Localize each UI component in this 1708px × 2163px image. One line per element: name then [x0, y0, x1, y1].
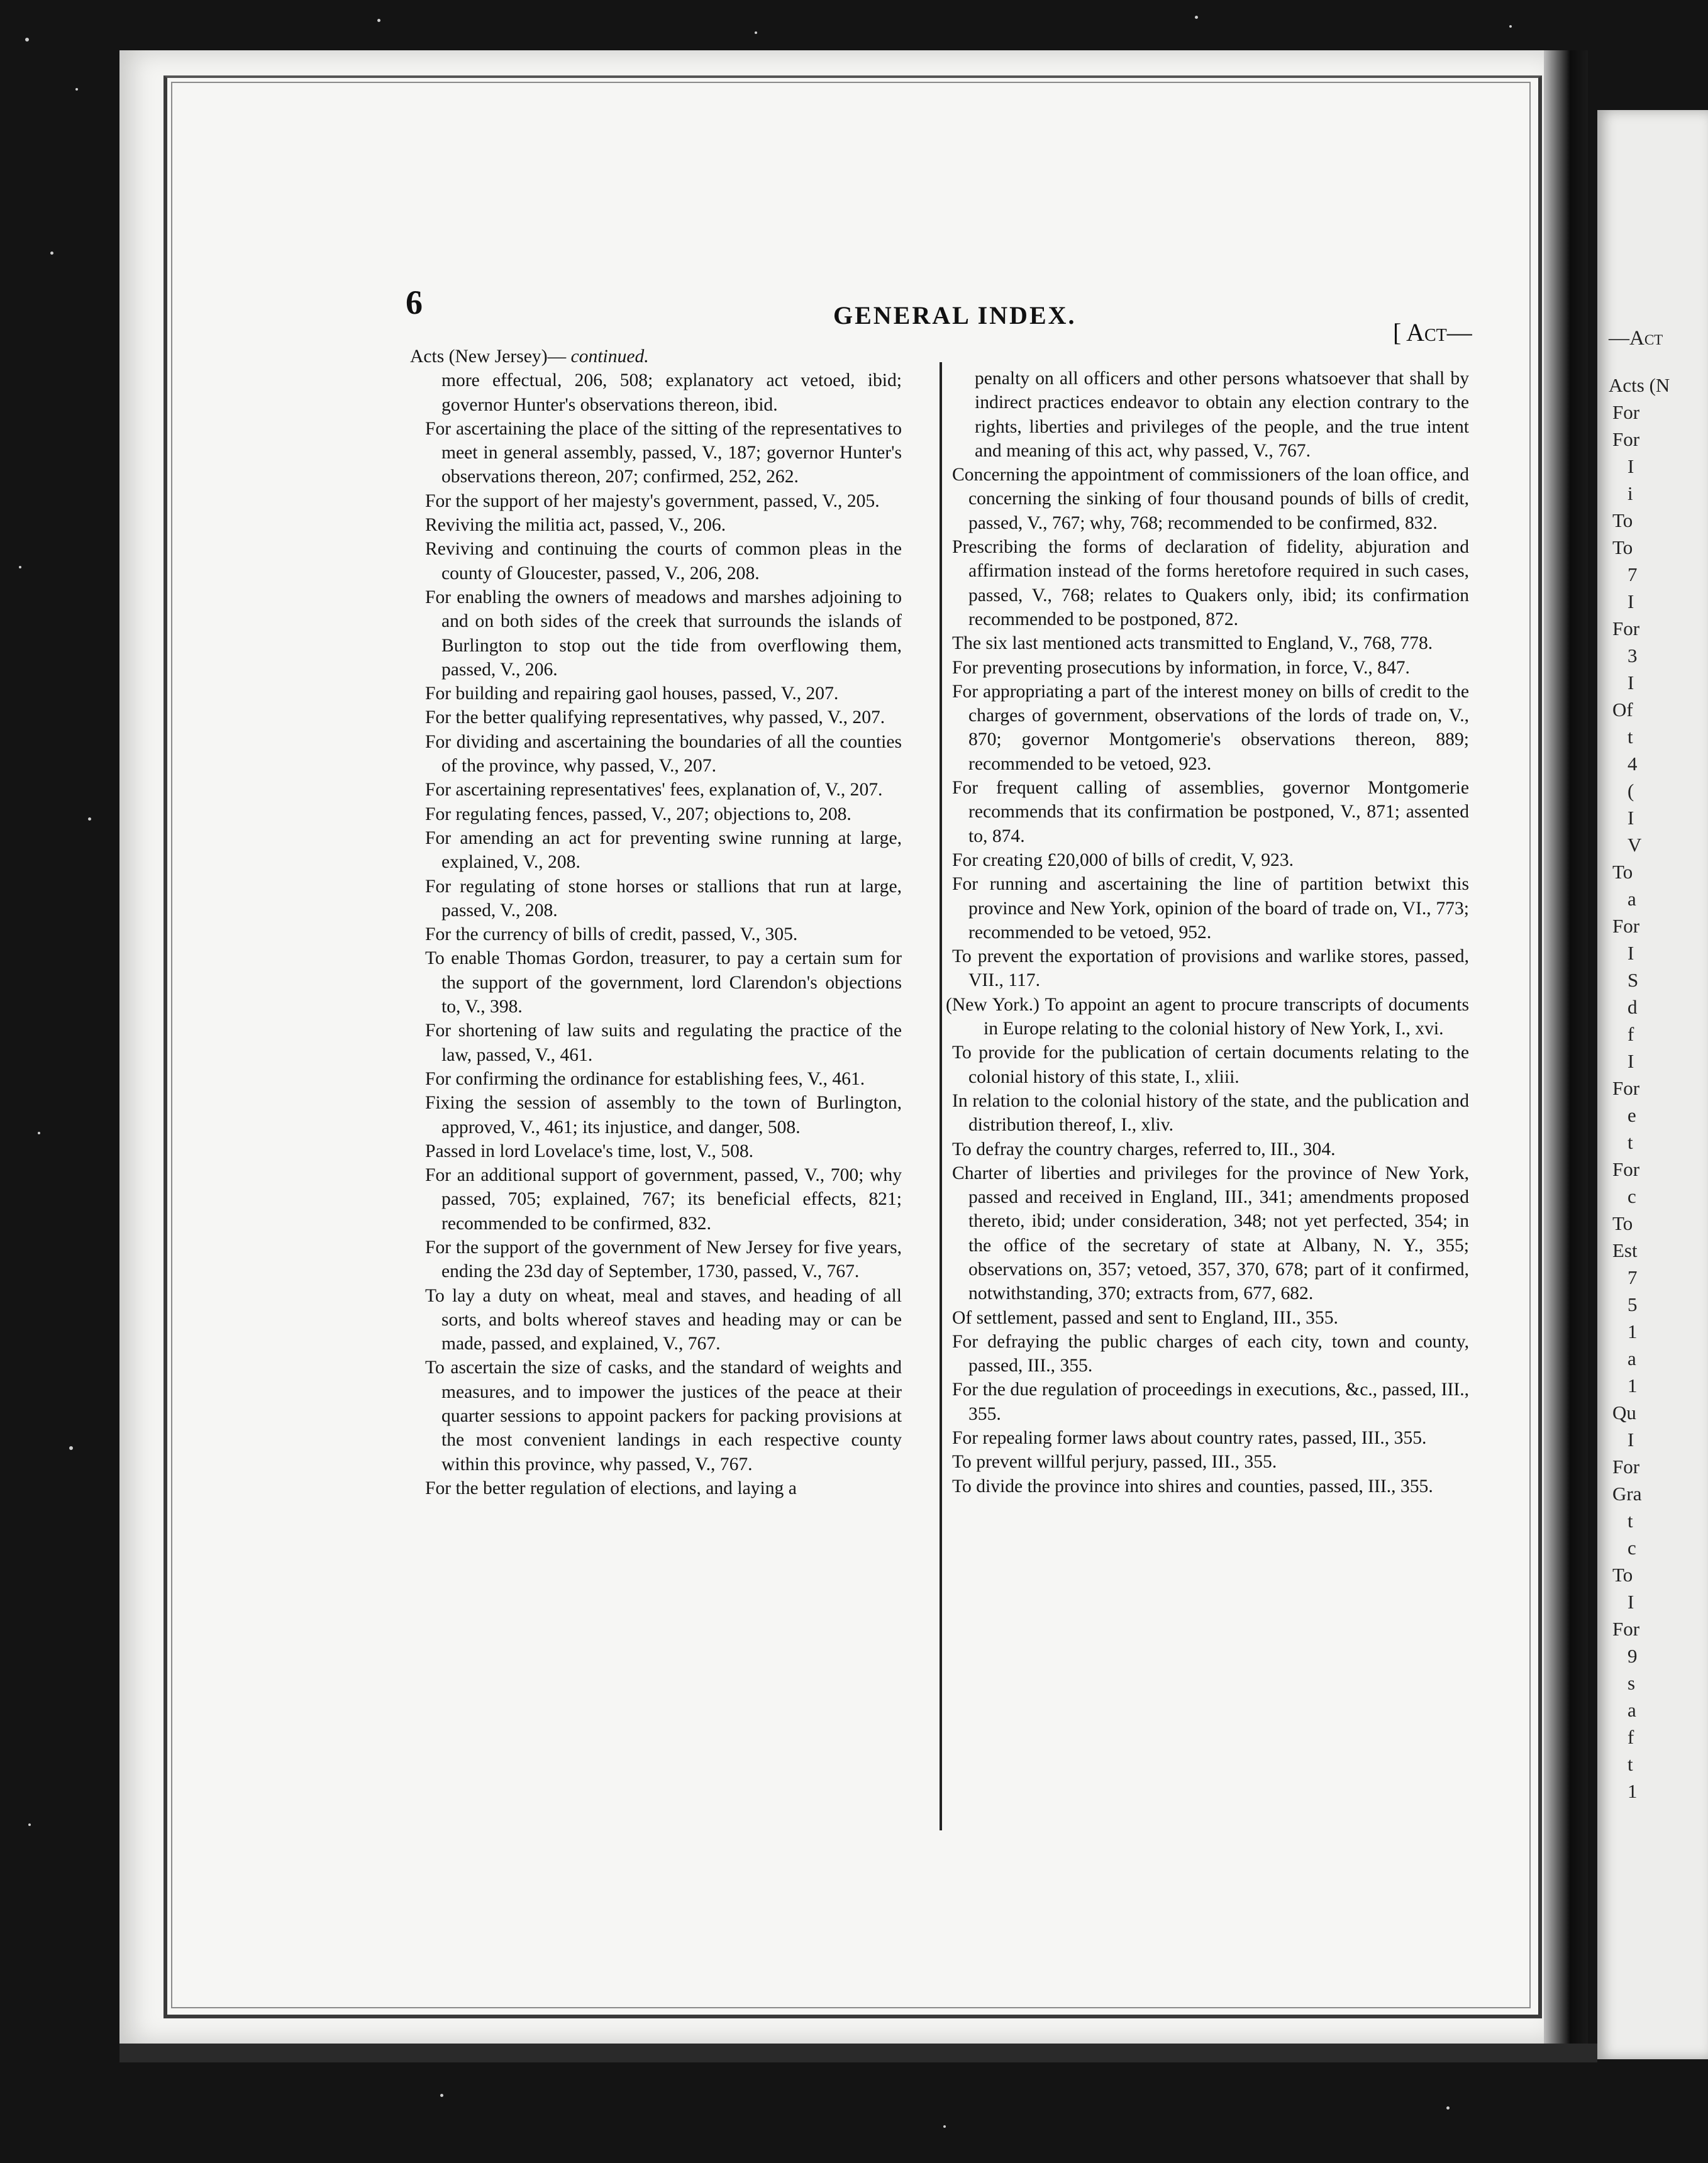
index-entry: Of settlement, passed and sent to England, III., 355.: [952, 1307, 1338, 1328]
facing-page-line: Acts (N: [1609, 374, 1670, 396]
facing-page-line: 5: [1628, 1293, 1638, 1315]
facing-page-line: To: [1612, 536, 1633, 558]
background-speck: [377, 19, 380, 22]
index-entry: For ascertaining representatives' fees, explanation of, V., 207.: [425, 780, 883, 800]
index-entry: For preventing prosecutions by information, in force, V., 847.: [952, 657, 1410, 678]
facing-page-line: For: [1612, 1077, 1640, 1099]
facing-page-line: For: [1612, 915, 1640, 937]
facing-page-line: 1: [1628, 1375, 1638, 1397]
background-speck: [1446, 2106, 1450, 2110]
facing-page-line: Of: [1612, 699, 1633, 721]
facing-page-line: I: [1628, 590, 1634, 612]
background-speck: [28, 1823, 31, 1826]
background-speck: [1195, 16, 1198, 19]
index-entry: For dividing and ascertaining the boundaries of all the counties of the province, why passed, V., 207.: [425, 731, 902, 777]
facing-page-line: 4: [1628, 753, 1638, 775]
right-entries-new-jersey: [946, 463, 1469, 993]
index-entry: Concerning the appointment of commissioners of the loan office, and concerning the sinking of four thousand pounds of bills of credit, passed, V., 767; why, 768; recommended to be confirmed, 832.: [952, 465, 1469, 533]
facing-page-line: 7: [1628, 1266, 1638, 1288]
index-entry: Reviving the militia act, passed, V., 206.: [425, 515, 726, 536]
index-entry: For confirming the ordinance for establishing fees, V., 461.: [425, 1068, 865, 1089]
right-column: [946, 367, 1469, 1498]
background-speck: [25, 38, 29, 41]
index-entry: For appropriating a part of the interest money on bills of credit to the charges of government, observations of the lords of trade on, V., 870; governor Montgomerie's observations thereon, 889; recommended to be vetoed, 923.: [952, 681, 1469, 774]
facing-page-line: i: [1628, 482, 1633, 504]
index-entry: For the support of her majesty's government, passed, V., 205.: [425, 490, 880, 511]
facing-page-line: Est: [1612, 1239, 1638, 1261]
background-speck: [38, 1132, 40, 1134]
facing-page-line: (: [1628, 780, 1634, 802]
facing-page-line: To: [1612, 861, 1633, 883]
facing-page-line: a: [1628, 1699, 1636, 1721]
continuation-text: more effectual, 206, 508; explanatory act vetoed, ibid; governor Hunter's observations thereon, ibid.: [441, 370, 902, 415]
facing-page-line: For: [1612, 1618, 1640, 1640]
running-title-tail: [ Act—: [1393, 318, 1472, 346]
facing-page-line: c: [1628, 1185, 1636, 1207]
facing-page-line: f: [1628, 1726, 1634, 1748]
index-entry: For running and ascertaining the line of partition betwixt this province and New York, opinion of the board of trade on, VI., 773; recommended to be vetoed, 952.: [952, 874, 1469, 943]
facing-page-line: To: [1612, 1564, 1633, 1586]
facing-page-line: For: [1612, 401, 1640, 423]
index-entry: Reviving and continuing the courts of common pleas in the county of Gloucester, passed, V., 206, 208.: [425, 539, 902, 584]
page-bottom-shadow: [119, 2044, 1597, 2062]
book-gutter: [1544, 50, 1588, 2062]
facing-page-line: e: [1628, 1104, 1636, 1126]
index-entry: For an additional support of government, passed, V., 700; why passed, 705; explained, 767; its beneficial effects, 821; recommended to be confirmed, 832.: [425, 1165, 902, 1234]
index-entry: To prevent willful perjury, passed, III., 355.: [952, 1452, 1277, 1473]
facing-page-line: I: [1628, 807, 1634, 829]
index-entry: To provide for the publication of certain documents relating to the colonial history of this state, I., xliii.: [952, 1043, 1469, 1087]
index-entry: To ascertain the size of casks, and the standard of weights and measures, and to impower the justices of the peace at their quarter sessions to appoint packers for packing provisions at the most convenient landings in each respective county within this province, why passed, V., 767.: [425, 1358, 902, 1474]
right-entries-new-york: [946, 1041, 1469, 1498]
index-entry: For frequent calling of assemblies, governor Montgomerie recommends that its confirmation be postponed, V., 871; assented to, 874.: [952, 778, 1469, 846]
section-label: (New York.): [946, 994, 1040, 1015]
facing-page-line: d: [1628, 996, 1638, 1018]
index-entry: For creating £20,000 of bills of credit, V, 923.: [952, 849, 1294, 870]
background-speck: [440, 2094, 443, 2097]
index-entry: For ascertaining the place of the sitting of the representatives to meet in general assembly, passed, V., 187; governor Hunter's observations thereon, 207; confirmed, 252, 262.: [425, 418, 902, 487]
background-speck: [50, 252, 53, 255]
facing-page-line: c: [1628, 1537, 1636, 1559]
facing-page-line: 7: [1628, 563, 1638, 585]
index-entry: For building and repairing gaol houses, passed, V., 207.: [425, 683, 839, 704]
facing-page-line: t: [1628, 1131, 1633, 1153]
index-entry: To defray the country charges, referred to, III., 304.: [952, 1139, 1336, 1159]
facing-page-line: For: [1612, 1456, 1640, 1478]
facing-page-line: t: [1628, 1753, 1633, 1775]
page-number: 6: [406, 284, 423, 321]
index-entry: In relation to the colonial history of the state, and the publication and distribution thereof, I., xliv.: [952, 1090, 1469, 1136]
facing-page-line: I: [1628, 942, 1634, 964]
background-speck: [19, 566, 21, 568]
index-entry: To prevent the exportation of provisions and warlike stores, passed, VII., 117.: [952, 946, 1469, 991]
facing-page-line: t: [1628, 1510, 1633, 1532]
facing-page-line: f: [1628, 1023, 1634, 1045]
background-speck: [943, 2125, 946, 2128]
background-speck: [1509, 25, 1512, 28]
facing-page-line: V: [1628, 834, 1642, 856]
facing-page-line: s: [1628, 1672, 1636, 1694]
background-speck: [69, 1446, 73, 1450]
facing-page-line: Qu: [1612, 1402, 1636, 1424]
facing-page-line: S: [1628, 969, 1639, 991]
index-entry: Passed in lord Lovelace's time, lost, V., 508.: [425, 1141, 754, 1161]
background-speck: [755, 31, 757, 34]
facing-page-line: I: [1628, 672, 1634, 694]
facing-page-line: For: [1612, 617, 1640, 639]
facing-page-line: I: [1628, 1429, 1634, 1451]
index-entry: For regulating fences, passed, V., 207; objections to, 208.: [425, 804, 851, 824]
continuation-text: penalty on all officers and other persons whatsoever that shall by indirect practices endeavor to obtain any election contrary to the rights, liberties and privileges of the people, and the true intent and meaning of this act, why passed, V., 767.: [975, 368, 1469, 461]
facing-page-line: a: [1628, 888, 1636, 910]
facing-page-line: For: [1612, 1158, 1640, 1180]
facing-page-line: I: [1628, 1591, 1634, 1613]
background-speck: [88, 817, 91, 821]
index-entry: To appoint an agent to procure transcripts of documents in Europe relating to the colonial history of New York, I., xvi.: [984, 994, 1469, 1039]
index-entry: For the currency of bills of credit, passed, V., 305.: [425, 924, 798, 945]
facing-page-line: I: [1628, 455, 1634, 477]
facing-page-line: 1: [1628, 1320, 1638, 1342]
index-entry: For shortening of law suits and regulating the practice of the law, passed, V., 461.: [425, 1021, 902, 1065]
facing-page-line: I: [1628, 1050, 1634, 1072]
facing-page-running-title: —Act: [1609, 327, 1663, 350]
facing-page-line: To: [1612, 509, 1633, 531]
running-title: GENERAL INDEX.: [833, 301, 1077, 329]
index-entry: For the better regulation of elections, and laying a: [425, 1478, 797, 1498]
index-entry: For the due regulation of proceedings in executions, &c., passed, III., 355.: [952, 1380, 1469, 1424]
index-entry: To divide the province into shires and counties, passed, III., 355.: [952, 1476, 1433, 1496]
index-entry: Prescribing the forms of declaration of fidelity, abjuration and affirmation instead of the forms heretofore required in such cases, passed, V., 768; relates to Quakers only, ibid; its confirmation recommended to be postponed, 872.: [952, 537, 1469, 629]
index-entry: For the support of the government of New Jersey for five years, ending the 23d day of September, 1730, passed, V., 767.: [425, 1237, 902, 1282]
index-entry: For enabling the owners of meadows and marshes adjoining to and on both sides of the creek that surrounds the islands of Burlington to stop out the tide from overflowing them, passed, V., 206.: [425, 587, 902, 680]
index-entry: For defraying the public charges of each city, town and county, passed, III., 355.: [952, 1331, 1469, 1376]
index-entry: For the better qualifying representatives, why passed, V., 207.: [425, 707, 885, 728]
index-heading: Acts (New Jersey)— continued.: [410, 346, 649, 367]
facing-page-line: a: [1628, 1347, 1636, 1369]
index-entry: To enable Thomas Gordon, treasurer, to pay a certain sum for the support of the government, lord Clarendon's objections to, V., 398.: [425, 948, 902, 1017]
index-entry: Fixing the session of assembly to the town of Burlington, approved, V., 461; its injustice, and danger, 508.: [425, 1093, 902, 1137]
facing-page-line: 1: [1628, 1780, 1638, 1802]
index-entry: For regulating of stone horses or stallions that run at large, passed, V., 208.: [425, 876, 902, 921]
column-divider: [940, 362, 942, 1830]
facing-page-line: 3: [1628, 644, 1638, 667]
heading-note: continued.: [570, 346, 649, 367]
index-entry: For repealing former laws about country rates, passed, III., 355.: [952, 1428, 1427, 1449]
facing-page-line: Gra: [1612, 1483, 1642, 1505]
index-entry: Charter of liberties and privileges for the province of New York, passed and received in England, III., 341; amendments proposed thereto, ibid; under consideration, 348; not yet perfected, 354; in the office of the secretary of state at Albany, N. Y., 355; observations on, 357; vetoed, 357, 370, 678; part of it confirmed, notwithstanding, 370; extracts from, 677, 682.: [952, 1163, 1469, 1304]
index-entry: To lay a duty on wheat, meal and staves, and heading of all sorts, and bolts whereof staves and heading may or can be made, passed, and explained, V., 767.: [425, 1285, 902, 1354]
facing-page-line: 9: [1628, 1645, 1638, 1667]
section-new-york: [946, 993, 1469, 1041]
facing-page-line: t: [1628, 726, 1633, 748]
facing-page-line: For: [1612, 428, 1640, 450]
index-entry: The six last mentioned acts transmitted to England, V., 768, 778.: [952, 633, 1433, 654]
facing-page-line: To: [1612, 1212, 1633, 1234]
left-column: [410, 345, 902, 1500]
left-entries: [410, 417, 902, 1500]
facing-page-fragment: [1597, 110, 1708, 2059]
background-speck: [75, 88, 78, 91]
index-entry: For amending an act for preventing swine running at large, explained, V., 208.: [425, 827, 902, 873]
